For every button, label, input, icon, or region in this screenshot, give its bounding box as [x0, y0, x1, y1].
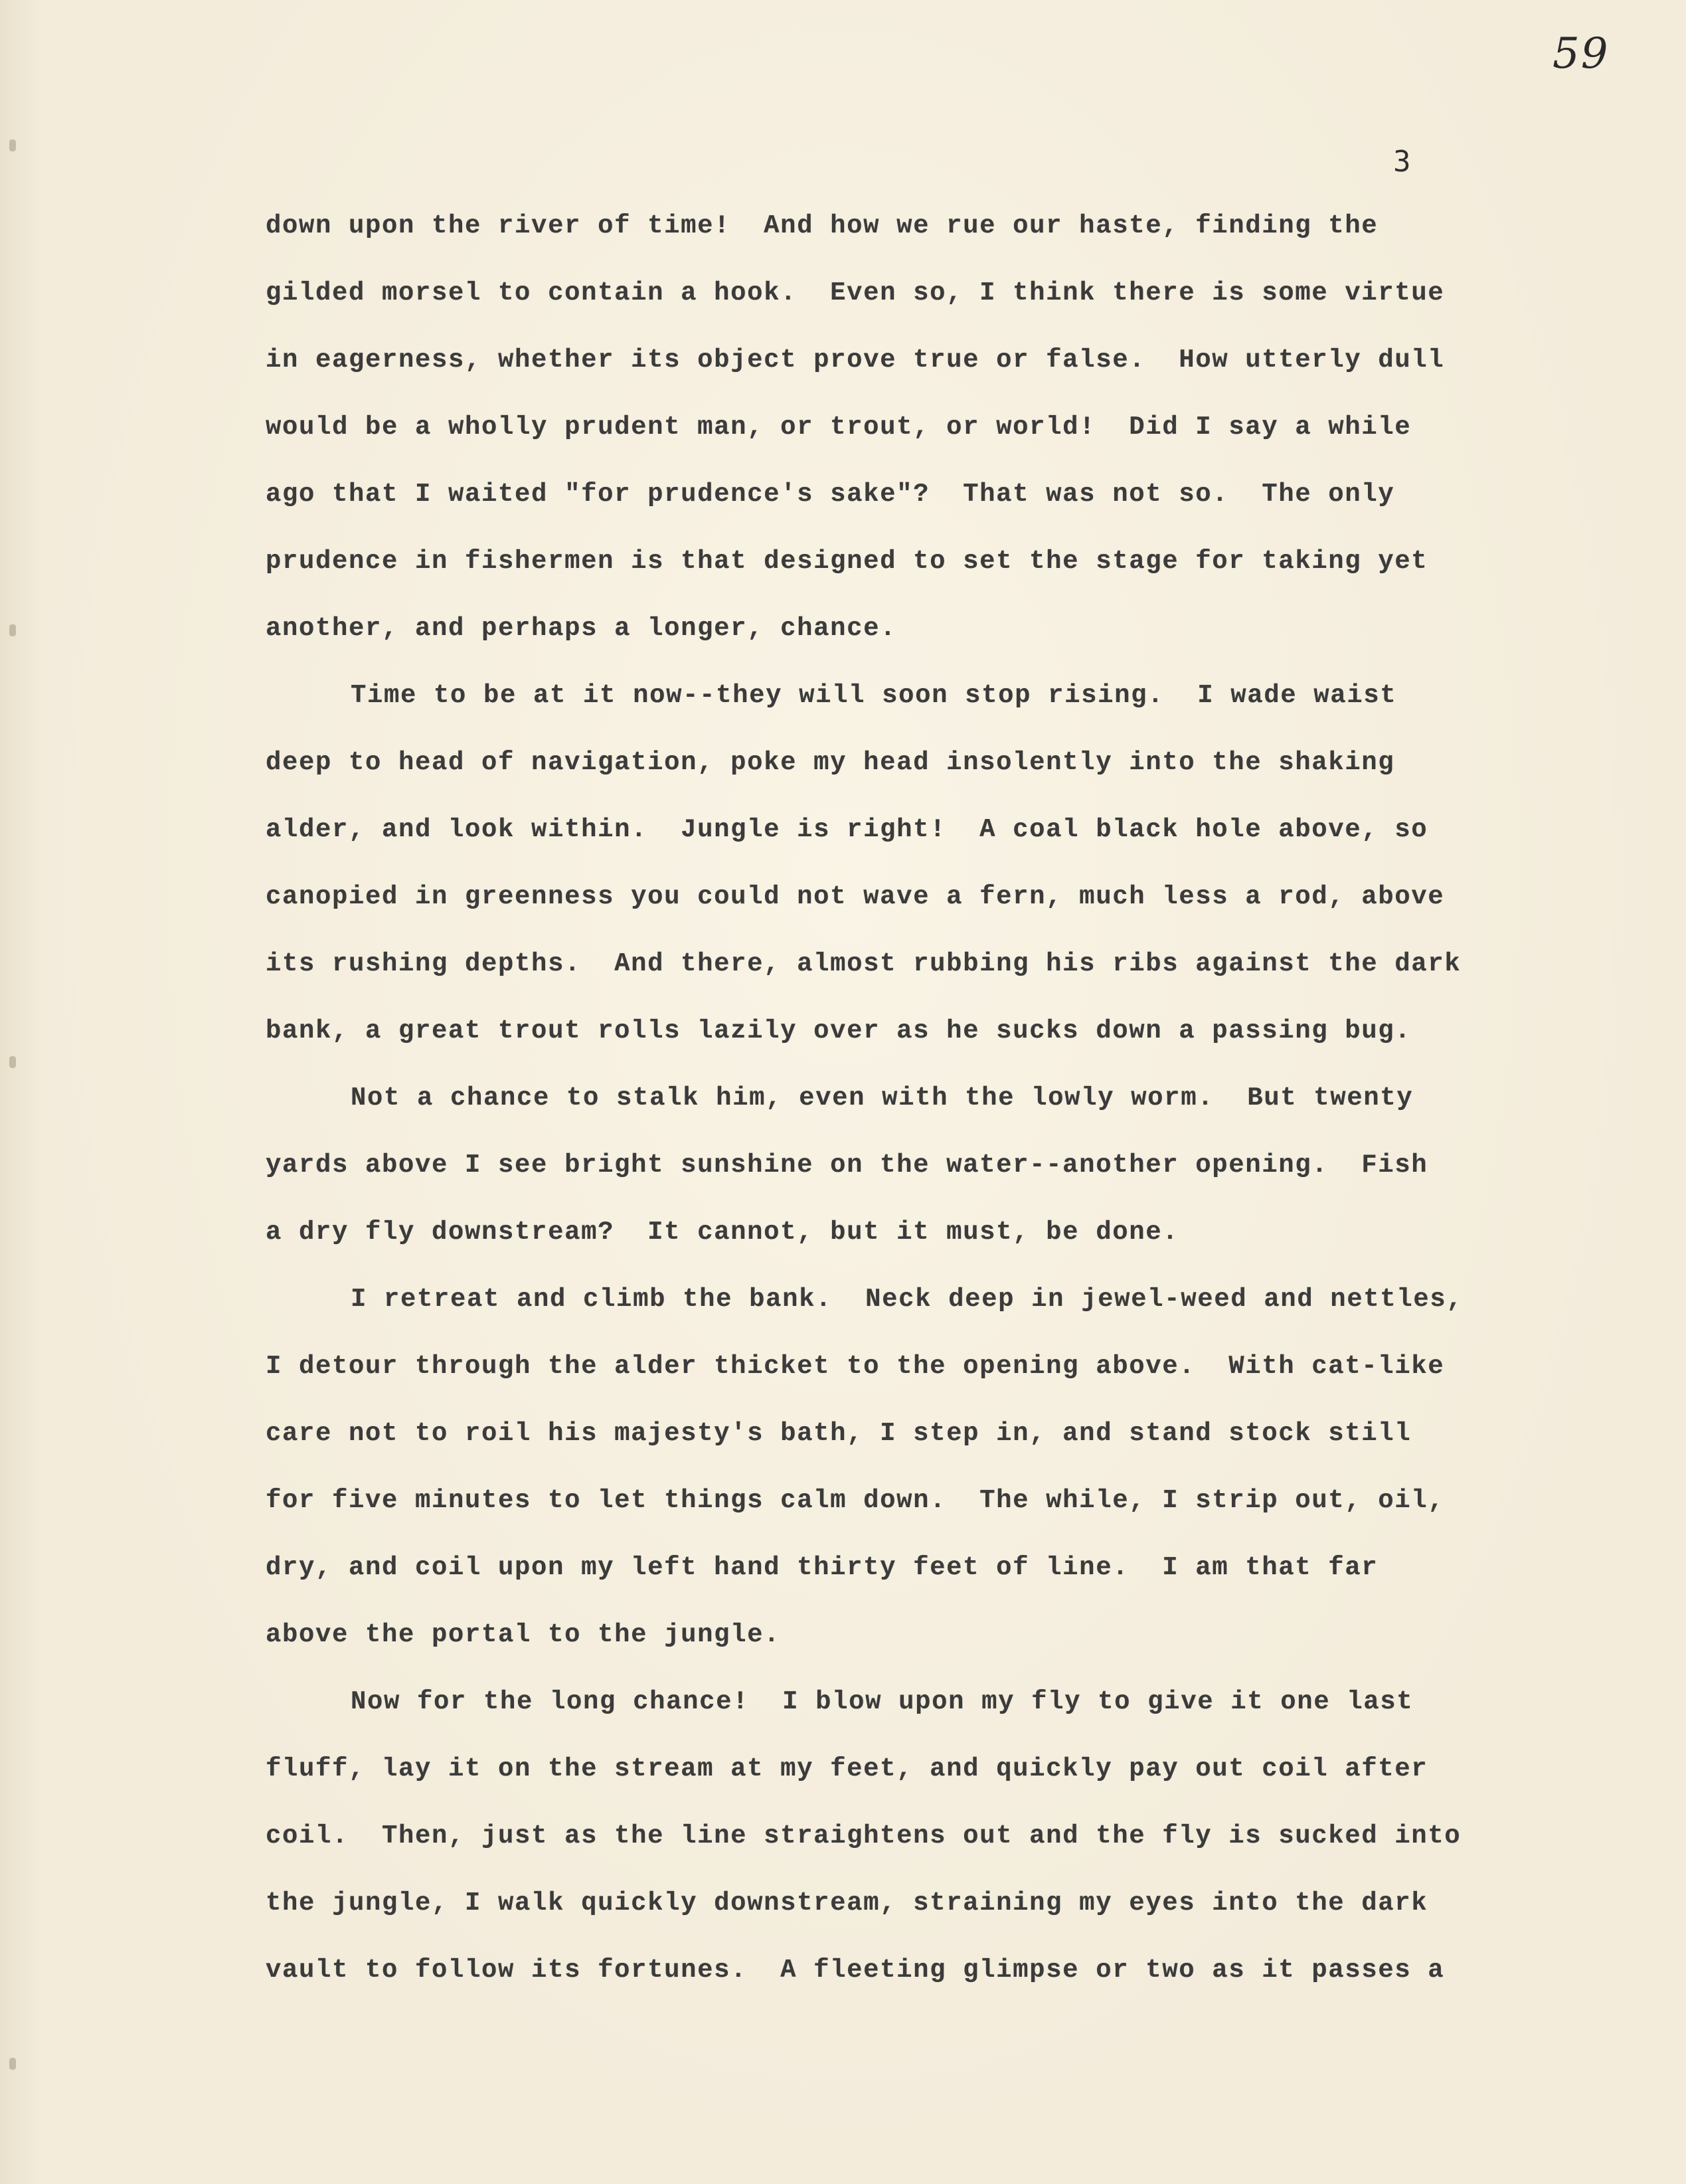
- paragraph-first-line: Now for the long chance! I blow upon my fly to give it one last: [351, 1687, 1414, 1716]
- text-line: a dry fly downstream? It cannot, but it must, be done.: [266, 1218, 1179, 1247]
- text-line: I detour through the alder thicket to the opening above. With cat-like: [266, 1352, 1445, 1381]
- text-line: dry, and coil upon my left hand thirty feet of line. I am that far: [266, 1553, 1379, 1582]
- text-line: canopied in greenness you could not wave a fern, much less a rod, above: [266, 882, 1445, 911]
- text-line: alder, and look within. Jungle is right! A coal black hole above, so: [266, 815, 1428, 844]
- page-number: 3: [1393, 145, 1411, 179]
- binding-hole-mark: [9, 624, 16, 636]
- text-line: prudence in fishermen is that designed to set the stage for taking yet: [266, 547, 1428, 576]
- paragraph-first-line: I retreat and climb the bank. Neck deep in jewel-weed and nettles,: [351, 1285, 1464, 1314]
- text-line: another, and perhaps a longer, chance.: [266, 614, 897, 643]
- text-line: coil. Then, just as the line straightens out and the fly is sucked into: [266, 1821, 1462, 1851]
- text-line: ago that I waited "for prudence's sake"? That was not so. The only: [266, 480, 1395, 509]
- text-line: in eagerness, whether its object prove true or false. How utterly dull: [266, 345, 1445, 375]
- text-line: bank, a great trout rolls lazily over as he sucks down a passing bug.: [266, 1016, 1412, 1046]
- binding-hole-mark: [9, 2058, 16, 2070]
- text-line: down upon the river of time! And how we rue our haste, finding the: [266, 211, 1379, 240]
- text-line: the jungle, I walk quickly downstream, straining my eyes into the dark: [266, 1888, 1428, 1918]
- text-line: gilded morsel to contain a hook. Even so, I think there is some virtue: [266, 278, 1445, 308]
- text-line: would be a wholly prudent man, or trout, or world! Did I say a while: [266, 412, 1412, 442]
- handwritten-folio-number: 59: [1553, 29, 1610, 78]
- text-line: yards above I see bright sunshine on the water--another opening. Fish: [266, 1150, 1428, 1180]
- text-line: vault to follow its fortunes. A fleeting glimpse or two as it passes a: [266, 1956, 1445, 1985]
- text-line: care not to roil his majesty's bath, I step in, and stand stock still: [266, 1419, 1412, 1448]
- text-line: above the portal to the jungle.: [266, 1620, 781, 1649]
- paragraph-first-line: Time to be at it now--they will soon stop rising. I wade waist: [351, 681, 1397, 710]
- binding-hole-mark: [9, 139, 16, 151]
- binding-hole-mark: [9, 1056, 16, 1068]
- text-line: deep to head of navigation, poke my head insolently into the shaking: [266, 748, 1395, 777]
- paragraph-first-line: Not a chance to stalk him, even with the lowly worm. But twenty: [351, 1083, 1414, 1113]
- text-line: for five minutes to let things calm down. The while, I strip out, oil,: [266, 1486, 1445, 1515]
- text-line: its rushing depths. And there, almost rubbing his ribs against the dark: [266, 949, 1462, 978]
- text-line: fluff, lay it on the stream at my feet, and quickly pay out coil after: [266, 1754, 1428, 1783]
